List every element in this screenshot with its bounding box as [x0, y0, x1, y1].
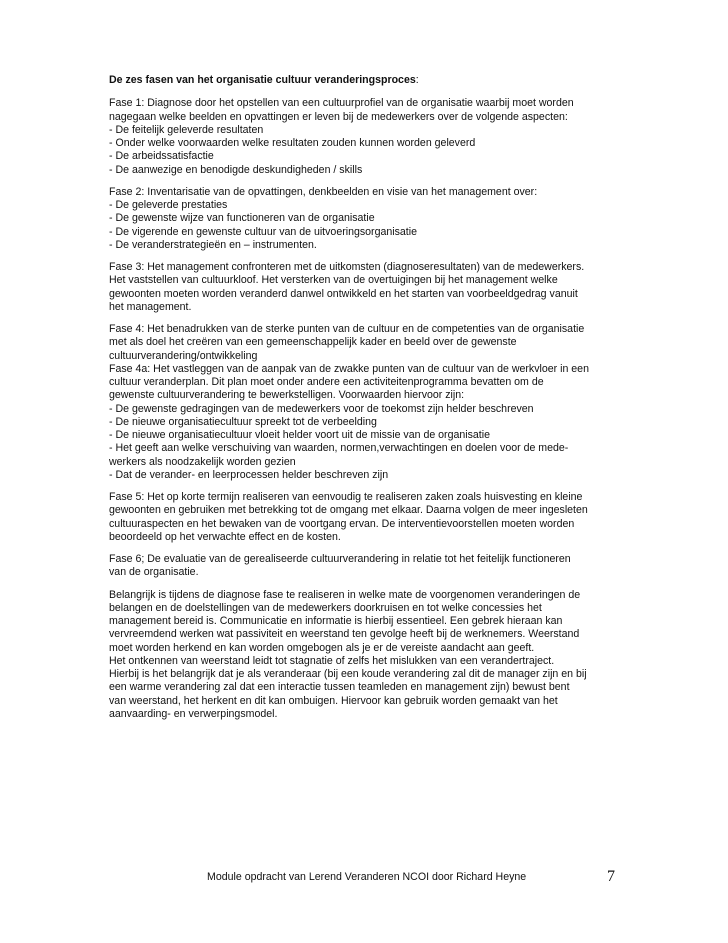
text-line: cultuurverandering/ontwikkeling — [109, 349, 258, 362]
paragraph — [109, 97, 629, 177]
text-line: - De nieuwe organisatiecultuur spreekt tot de verbeelding — [109, 415, 377, 428]
text-line: nagegaan welke beelden en opvattingen er leven bij de medewerkers over de volgende aspecten: — [109, 110, 568, 123]
paragraph — [109, 491, 629, 544]
text-line: Fase 3: Het management confronteren met de uitkomsten (diagnoseresultaten) van de medewerkers. — [109, 261, 585, 273]
text-line: met als doel het creëren van een gemeenschappelijk kader en beeld over de gewenste — [109, 336, 517, 349]
heading-bold-text: De zes fasen van het organisatie cultuur veranderingsproces — [109, 74, 416, 86]
paragraph — [109, 323, 629, 482]
text-line: aanvaarding- en verwerpingsmodel. — [109, 707, 278, 720]
text-line: gewoonten en gebruiken met betrekking tot de omgang met elkaar. Daarna volgen de meer ingesleten — [109, 504, 588, 517]
text-line: Belangrijk is tijdens de diagnose fase te realiseren in welke mate de voorgenomen veranderingen de — [109, 588, 581, 601]
text-line: - De nieuwe organisatiecultuur vloeit helder voort uit de missie van de organisatie — [109, 429, 490, 441]
text-line: Fase 4a: Het vastleggen van de aanpak van de zwakke punten van de cultuur van de werkvloer in een — [109, 362, 589, 375]
text-line: een warme verandering zal dat een interactie tussen teamleden en management zijn) bewust bent — [109, 681, 570, 694]
text-line: vervreemdend werken wat passiviteit en weerstand ten gevolge heeft bij de werknemers. Weerstand — [109, 628, 580, 641]
text-line: cultuur veranderplan. Dit plan moet onder andere een activiteitenprogramma bevatten om de — [109, 376, 544, 388]
text-line: cultuuraspecten en het bewaken van de voortgang ervan. De interventievoorstellen moeten worden — [109, 517, 575, 530]
text-line: Fase 5: Het op korte termijn realiseren van eenvoudig te realiseren zaken zoals huisvesting en kleine — [109, 491, 583, 503]
paragraph — [109, 589, 629, 722]
text-line: Fase 4: Het benadrukken van de sterke punten van de cultuur en de competenties van de organisatie — [109, 323, 585, 335]
text-line: Hierbij is het belangrijk dat je als veranderaar (bij een koude verandering zal dit de manager zijn en bij — [109, 668, 587, 680]
paragraph — [109, 261, 629, 314]
paragraph — [109, 186, 629, 252]
text-line: moet worden herkend en kan worden omgebogen als je er de vereiste aandacht aan geeft. — [109, 641, 535, 654]
text-line: beoordeeld op het verwachte effect en de kosten. — [109, 530, 341, 543]
text-line: belangen en de doelstellingen van de medewerkers doorkruisen en tot welke concessies het — [109, 601, 542, 614]
text-line: gewoonten moeten worden veranderd danwel ontwikkeld en het starten van voorbeeldgedrag vanuit — [109, 287, 578, 300]
text-line: - De gewenste wijze van functioneren van de organisatie — [109, 212, 375, 225]
document-heading — [109, 74, 629, 87]
text-line: - De veranderstrategieën en – instrumenten. — [109, 238, 317, 251]
text-line: Fase 2: Inventarisatie van de opvattingen, denkbeelden en visie van het management over: — [109, 185, 538, 198]
text-line: Het vaststellen van cultuurkloof. Het versterken van de overtuigingen bij het management welke — [109, 274, 558, 287]
footer-text: Module opdracht van Lerend Veranderen NCOI door Richard Heyne — [207, 871, 527, 883]
text-line: Fase 6; De evaluatie van de gerealiseerde cultuurverandering in relatie tot het feitelijk functioneren — [109, 553, 571, 565]
heading-suffix: : — [415, 74, 419, 86]
text-line: het management. — [109, 300, 192, 313]
text-line: gewenste cultuurverandering te bewerkstelligen. Voorwaarden hiervoor zijn: — [109, 389, 465, 402]
text-line: - Dat de verander- en leerprocessen helder beschreven zijn — [109, 468, 389, 481]
text-line: werkers als noodzakelijk worden gezien — [109, 455, 296, 468]
text-line: Het ontkennen van weerstand leidt tot stagnatie of zelfs het mislukken van een verandertraject. — [109, 654, 555, 667]
text-line: - De aanwezige en benodigde deskundigheden / skills — [109, 163, 363, 176]
document-body — [109, 74, 629, 730]
text-line: - Het geeft aan welke verschuiving van waarden, normen,verwachtingen en doelen voor de mede- — [109, 442, 569, 455]
text-line: management bereid is. Communicatie en informatie is hierbij essentieel. Een gebrek hieraan kan — [109, 615, 563, 627]
text-line: - De geleverde prestaties — [109, 199, 228, 211]
text-line: - De vigerende en gewenste cultuur van de uitvoeringsorganisatie — [109, 225, 417, 238]
text-line: - Onder welke voorwaarden welke resultaten zouden kunnen worden geleverd — [109, 137, 476, 149]
paragraph-list — [109, 97, 629, 721]
text-line: van weerstand, het herkent en dit kan ombuigen. Hiervoor kan gebruik worden gemaakt van het — [109, 694, 558, 707]
text-line: - De feitelijk geleverde resultaten — [109, 123, 264, 136]
page-number: 7 — [607, 868, 615, 885]
text-line: Fase 1: Diagnose door het opstellen van een cultuurprofiel van de organisatie waarbij moet worden — [109, 97, 574, 110]
text-line: - De arbeidssatisfactie — [109, 150, 214, 163]
page-footer — [0, 868, 728, 888]
paragraph — [109, 553, 629, 580]
text-line: - De gewenste gedragingen van de medewerkers voor de toekomst zijn helder beschreven — [109, 402, 534, 415]
text-line: van de organisatie. — [109, 566, 199, 579]
